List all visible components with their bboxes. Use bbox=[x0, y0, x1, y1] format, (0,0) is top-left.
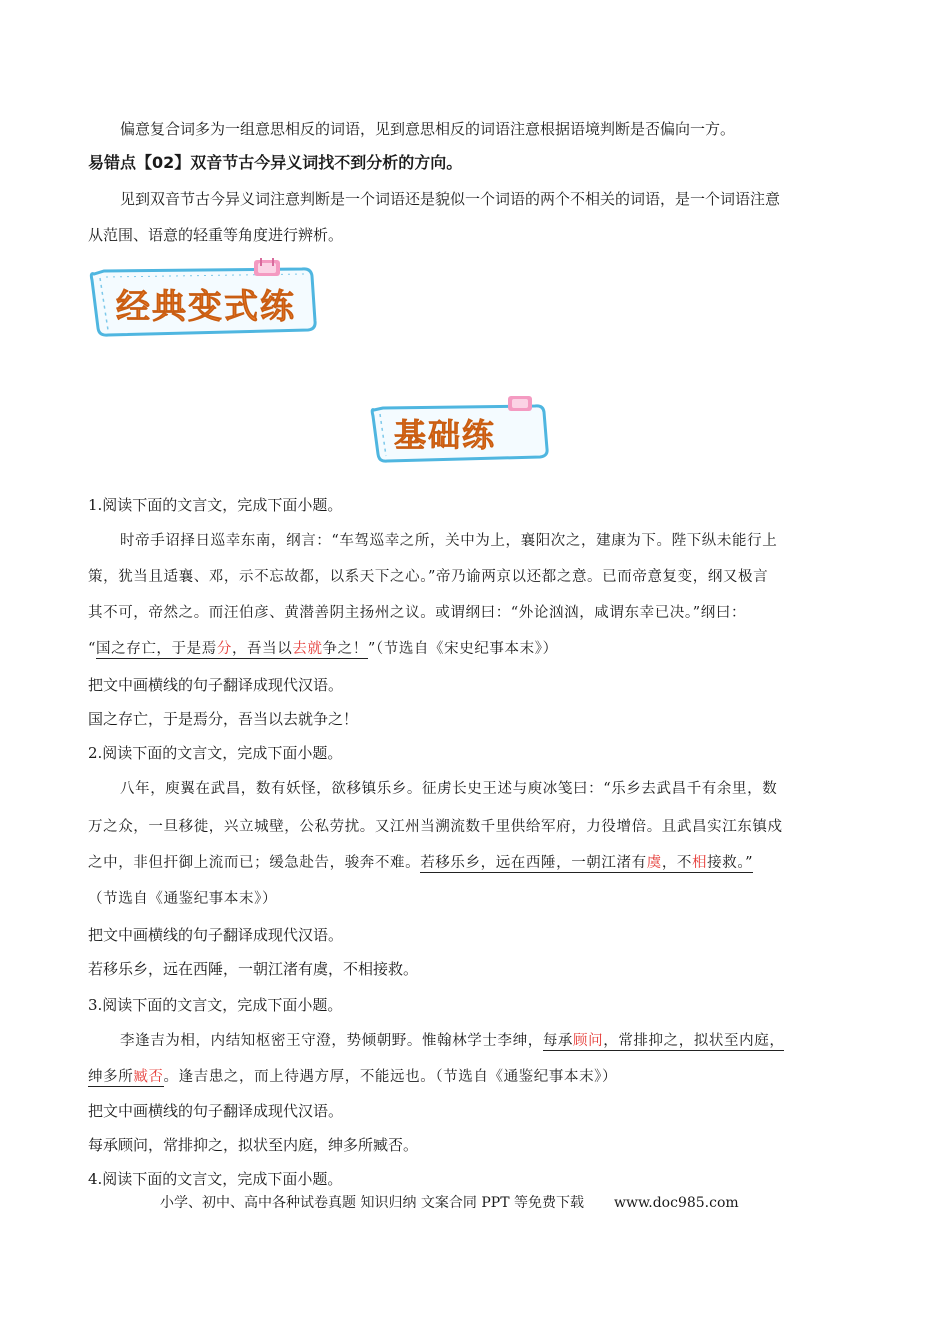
q2-passage-line3-plain: 之中，非但扞御上流而已；缓急赴告，骏奔不难。 bbox=[88, 855, 421, 871]
q1-passage-line3: 其不可，帝然之。而汪伯彦、黄潜善阴主扬州之议。或谓纲曰：“外论汹汹，咸谓东幸已决。”纲曰： bbox=[88, 605, 747, 621]
q3-passage-line1 bbox=[120, 1030, 784, 1052]
q3-key-word-zangpi: 臧否 bbox=[133, 1069, 164, 1085]
q2-passage-line3 bbox=[88, 852, 753, 874]
q2-task: 把文中画横线的句子翻译成现代汉语。 bbox=[88, 926, 344, 944]
q1-passage-line2: 策，犹当且适襄、邓，示不忘故都，以系天下之心。”帝乃谕两京以还都之意。已而帝意复变，纲又极言 bbox=[88, 569, 769, 585]
q1-underlined-part3: 争之！ bbox=[322, 641, 368, 657]
footer-url-link[interactable]: www.doc985.com bbox=[613, 1195, 739, 1211]
q3-passage-line2-plain: 。逢吉患之，而上待遇方厚，不能远也。（节选自《通鉴纪事本末》） bbox=[163, 1069, 618, 1085]
q1-underlined-part2: ，吾当以 bbox=[231, 641, 293, 657]
q1-prompt: 1.阅读下面的文言文，完成下面小题。 bbox=[88, 496, 343, 514]
q3-prompt: 3.阅读下面的文言文，完成下面小题。 bbox=[88, 996, 343, 1014]
intro-paragraph-2-line2: 从范围、语意的轻重等角度进行辨析。 bbox=[88, 226, 344, 244]
footer-text: 小学、初中、高中各种试卷真题 知识归纳 文案合同 PPT 等免费下载 bbox=[160, 1195, 584, 1211]
classic-banner-title: 经典变式练 bbox=[116, 287, 296, 327]
q3-passage-line2 bbox=[88, 1066, 617, 1088]
q1-underlined-part1: 国之存亡，于是焉 bbox=[96, 641, 217, 657]
q2-key-word-yu: 虞 bbox=[646, 855, 662, 871]
q1-key-word-fen: 分 bbox=[216, 641, 232, 657]
q2-passage-line1: 八年，庾翼在武昌，数有妖怪，欲移镇乐乡。征虏长史王述与庾冰笺曰：“乐乡去武昌千有余里，数 bbox=[120, 781, 778, 797]
q1-passage-line4 bbox=[88, 638, 558, 660]
q3-key-word-guwen: 顾问 bbox=[573, 1033, 604, 1049]
q2-source: （节选自《通鉴纪事本末》） bbox=[88, 891, 278, 907]
classic-practice-banner bbox=[86, 258, 326, 346]
q3-answer: 每承顾问，常排抑之，拟状至内庭，绅多所臧否。 bbox=[88, 1136, 419, 1154]
q3-underlined-sentence-start bbox=[543, 1033, 785, 1051]
banner-frame-icon bbox=[86, 258, 326, 342]
q2-prompt: 2.阅读下面的文言文，完成下面小题。 bbox=[88, 744, 343, 762]
banner-frame-icon bbox=[368, 396, 558, 466]
q1-key-word-qujiu: 去就 bbox=[292, 641, 323, 657]
q2-passage-line2: 万之众，一旦移徙，兴立城壁，公私劳扰。又江州当溯流数千里供给军府，力役增倍。且武昌实江东镇戍 bbox=[88, 819, 783, 835]
q2-key-word-xiang: 相 bbox=[692, 855, 708, 871]
q2-answer: 若移乐乡，远在西陲，一朝江渚有虞，不相接救。 bbox=[88, 960, 419, 978]
intro-paragraph-1: 偏意复合词多为一组意思相反的词语，见到意思相反的词语注意根据语境判断是否偏向一方。 bbox=[120, 120, 736, 138]
q2-underlined-part1: 若移乐乡，远在西陲，一朝江渚有 bbox=[420, 855, 647, 871]
q1-source: ”（节选自《宋史纪事本末》） bbox=[367, 641, 558, 657]
q4-prompt: 4.阅读下面的文言文，完成下面小题。 bbox=[88, 1170, 343, 1188]
q1-task: 把文中画横线的句子翻译成现代汉语。 bbox=[88, 676, 344, 694]
q1-passage-line1: 时帝手诏择日巡幸东南，纲言：“车驾巡幸之所，关中为上，襄阳次之，建康为下。陛下纵未能行上 bbox=[120, 533, 778, 549]
q3-task: 把文中画横线的句子翻译成现代汉语。 bbox=[88, 1102, 344, 1120]
q1-underlined-sentence bbox=[96, 641, 368, 659]
basic-practice-banner bbox=[368, 396, 558, 470]
q3-underlined-sentence-end bbox=[88, 1069, 164, 1087]
intro-paragraph-2-line1: 见到双音节古今异义词注意判断是一个词语还是貌似一个词语的两个不相关的词语，是一个词语注意 bbox=[120, 190, 781, 208]
q3-passage-line1-plain: 李逢吉为相，内结知枢密王守澄，势倾朝野。惟翰林学士李绅， bbox=[120, 1033, 543, 1049]
basic-banner-title: 基础练 bbox=[394, 416, 497, 454]
q2-underlined-part3: 接救。” bbox=[707, 855, 754, 871]
paper-clip-icon bbox=[508, 396, 532, 411]
q3-underlined-part1: 每承 bbox=[542, 1033, 574, 1049]
q2-underlined-sentence bbox=[420, 855, 753, 873]
q3-underlined-part2: ，常排抑之，拟状至内庭， bbox=[603, 1033, 785, 1049]
q2-underlined-part2: ，不 bbox=[661, 855, 693, 871]
paper-clip-icon bbox=[254, 258, 280, 276]
error-point-heading: 易错点【02】双音节古今异义词找不到分析的方向。 bbox=[88, 153, 463, 172]
page-footer bbox=[160, 1192, 739, 1212]
q1-answer: 国之存亡，于是焉分，吾当以去就争之！ bbox=[88, 710, 359, 728]
q3-underlined-part3: 绅多所 bbox=[88, 1069, 134, 1085]
q1-open-quote: “ bbox=[88, 641, 97, 657]
